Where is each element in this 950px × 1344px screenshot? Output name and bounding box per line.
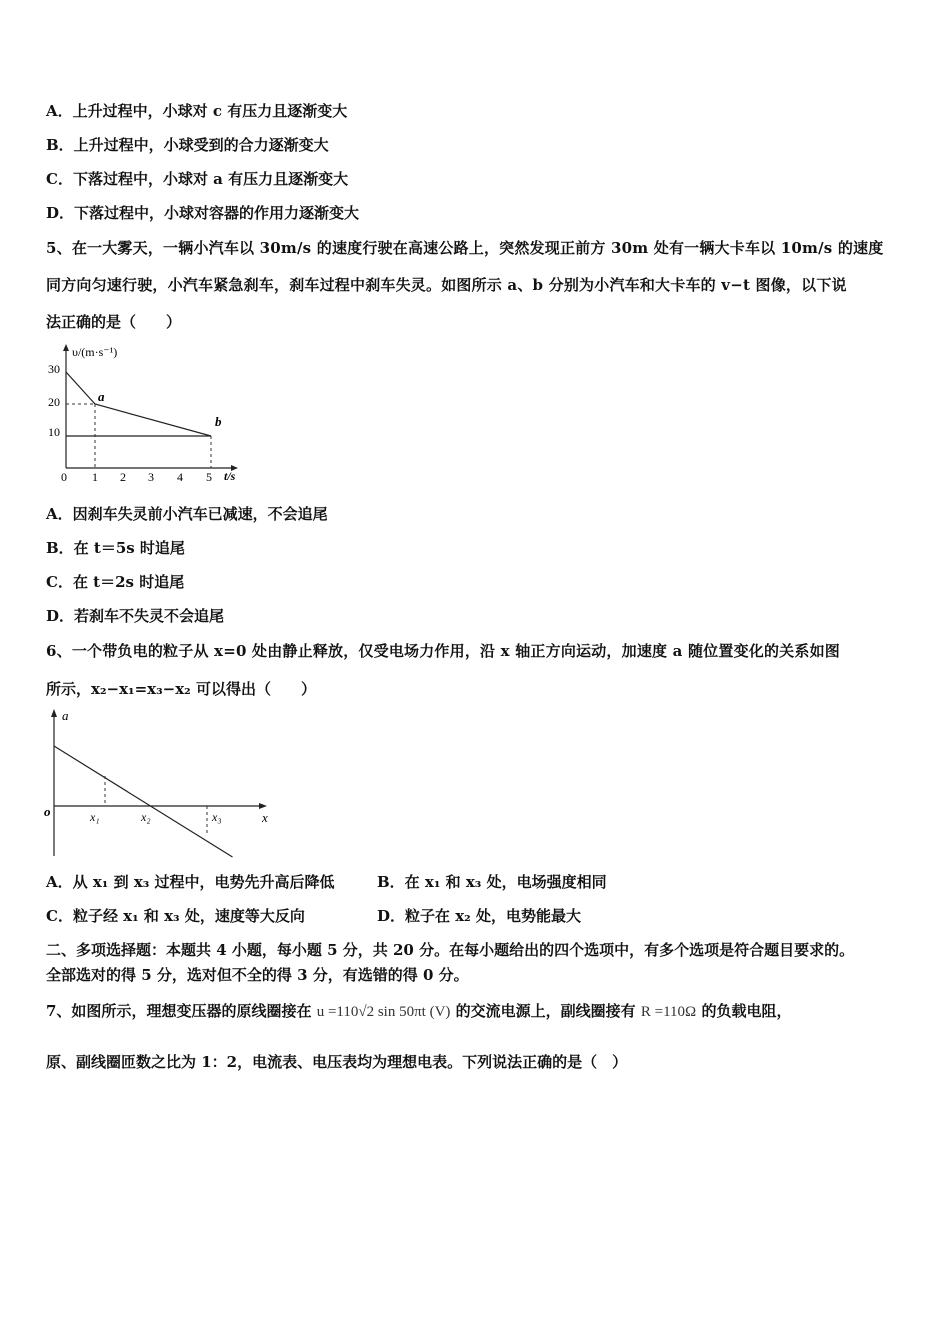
q4-option-c: C．下落过程中，小球对 a 有压力且逐渐变大: [46, 170, 349, 188]
q4-option-d: D．下落过程中，小球对容器的作用力逐渐变大: [46, 204, 360, 222]
q6-x3-label: x₃: [212, 810, 222, 824]
q6-option-a: A．从 x₁ 到 x₃ 过程中，电势先升高后降低: [46, 873, 335, 891]
q6-option-d: D．粒子在 x₂ 处，电势能最大: [377, 907, 581, 925]
q5-option-a: A．因刹车失灵前小汽车已减速，不会追尾: [46, 505, 328, 523]
q6-x-label: x: [262, 810, 268, 825]
q4-option-a: A．上升过程中，小球对 c 有压力且逐渐变大: [46, 102, 348, 120]
q5-ytick-30: 30: [48, 362, 60, 376]
q5-y-arrow: [63, 344, 69, 351]
q5-series-b-label: b: [215, 414, 222, 429]
section2-title-line1: 二、多项选择题：本题共 4 小题，每小题 5 分，共 20 分。在每小题给出的四个选项中，有多个选项是符合题目要求的。: [46, 941, 855, 959]
q6-option-c: C．粒子经 x₁ 和 x₃ 处，速度等大反向: [46, 907, 305, 925]
q5-stem-line2: 同方向匀速行驶，小汽车紧急刹车，刹车过程中刹车失灵。如图所示 a、b 分别为小汽车和大卡车的 v−t 图像，以下说: [46, 276, 847, 294]
q6-stem-line2: 所示，x₂−x₁=x₃−x₂ 可以得出（ ）: [46, 680, 316, 698]
q6-y-arrow: [51, 709, 57, 717]
q6-option-b: B．在 x₁ 和 x₃ 处，电场强度相同: [377, 873, 607, 891]
q7-text-middle: 的交流电源上，副线圈接有: [455, 1002, 636, 1020]
q5-option-d: D．若刹车不失灵不会追尾: [46, 607, 225, 625]
q6-a-line: [54, 746, 233, 857]
q5-option-b: B．在 t＝5s 时追尾: [46, 539, 185, 557]
q5-xtick-3: 3: [148, 470, 154, 484]
q5-ytick-10: 10: [48, 425, 60, 439]
section2-title-line2: 全部选对的得 5 分，选对但不全的得 3 分，有选错的得 0 分。: [46, 966, 469, 984]
q7-text-after: 的负载电阻，: [701, 1002, 792, 1020]
q5-y-label: υ/(m·s⁻¹): [72, 345, 118, 359]
q6-y-label: a: [62, 708, 69, 723]
q6-ax-chart: [42, 704, 282, 862]
q7-voltage-formula: u =110√2 sin 50πt (V): [316, 1004, 451, 1020]
q6-x1-label: x₁: [90, 810, 100, 824]
q5-ytick-20: 20: [48, 395, 60, 409]
q5-series-a-label: a: [98, 389, 105, 404]
q5-x-label: t/s: [224, 469, 236, 483]
q7-text-before: 7、如图所示，理想变压器的原线圈接在: [46, 1002, 312, 1020]
q4-option-b: B．上升过程中，小球受到的合力逐渐变大: [46, 136, 329, 154]
q5-stem-line1: 5、在一大雾天，一辆小汽车以 30m/s 的速度行驶在高速公路上，突然发现正前方 30m 处有一辆大卡车以 10m/s 的速度: [46, 239, 884, 257]
q5-xtick-2: 2: [120, 470, 126, 484]
q6-x2-label: x₂: [141, 810, 151, 824]
q6-origin-label: o: [44, 804, 51, 819]
q7-stem-line2: 原、副线圈匝数之比为 1：2，电流表、电压表均为理想电表。下列说法正确的是（ ）: [46, 1053, 628, 1071]
q5-option-c: C．在 t＝2s 时追尾: [46, 573, 185, 591]
q5-series-a-line: [66, 372, 211, 436]
q5-xtick-4: 4: [177, 470, 183, 484]
q5-xtick-1: 1: [92, 470, 98, 484]
q7-stem-line1: [46, 1001, 791, 1022]
q7-resistor-formula: R =110Ω: [640, 1004, 697, 1020]
q5-xtick-5: 5: [206, 470, 212, 484]
q6-x-arrow: [259, 803, 267, 809]
q5-stem-line3: 法正确的是（ ）: [46, 313, 182, 331]
q6-stem-line1: 6、一个带负电的粒子从 x=0 处由静止释放，仅受电场力作用，沿 x 轴正方向运动，加速度 a 随位置变化的关系如图: [46, 642, 840, 660]
q5-vt-chart: [44, 340, 254, 485]
q5-origin-label: 0: [61, 470, 67, 484]
